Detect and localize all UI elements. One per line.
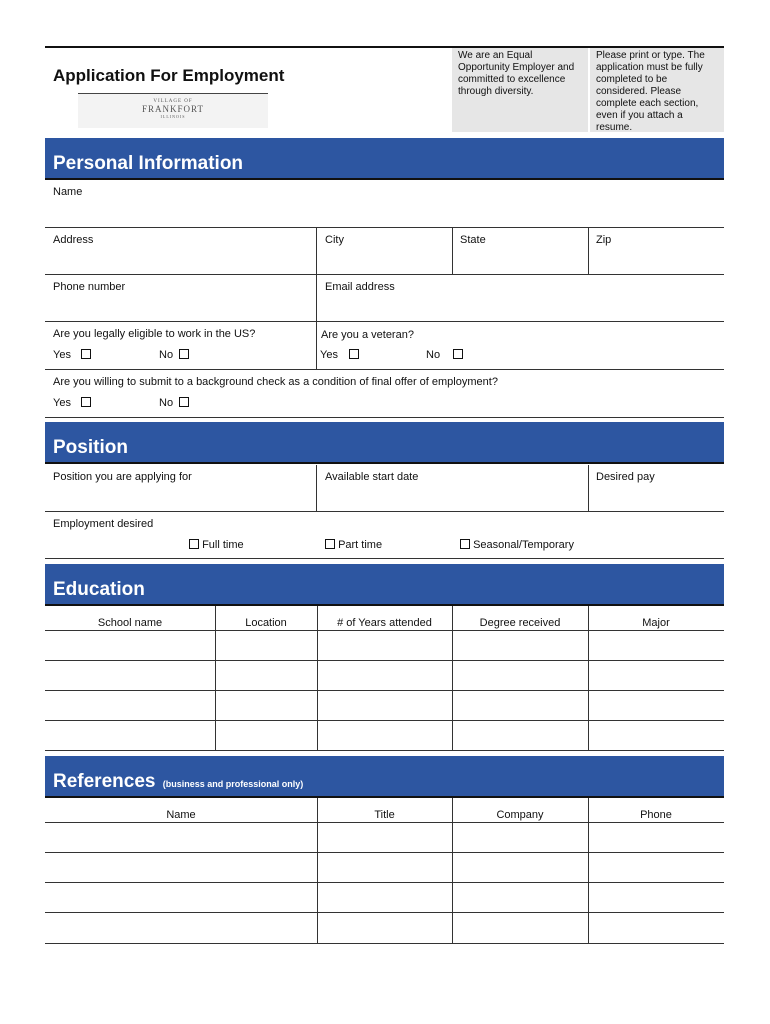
- seasonal-label: Seasonal/Temporary: [473, 539, 574, 551]
- email-input[interactable]: [320, 297, 720, 319]
- background-no: [159, 397, 189, 409]
- divider: [316, 275, 317, 321]
- logo-line-3: ILLINOIS: [160, 114, 186, 119]
- education-col-location: Location: [245, 617, 287, 629]
- position-applying-label: Position you are applying for: [53, 471, 192, 483]
- start-date-label: Available start date: [325, 471, 419, 483]
- instructions-note: Please print or type. The application must be fully completed to be considered. Please complete each section, even if you attach a resume.: [590, 48, 724, 132]
- table-row-rule: [45, 720, 724, 721]
- divider: [316, 322, 317, 369]
- logo-line-2: FRANKFORT: [142, 104, 204, 114]
- employment-desired-label: Employment desired: [53, 518, 154, 530]
- eligible-no: [159, 349, 189, 361]
- divider: [317, 798, 318, 943]
- rule: [45, 274, 724, 275]
- yes-label: Yes: [53, 349, 71, 361]
- rule: [45, 511, 724, 512]
- rule: [45, 417, 724, 418]
- veteran-no-checkbox[interactable]: [453, 349, 463, 359]
- state-input[interactable]: [456, 250, 584, 272]
- table-row-rule: [45, 630, 724, 631]
- part-time-checkbox[interactable]: [325, 539, 335, 549]
- veteran-no: [426, 349, 463, 361]
- references-header: [45, 756, 724, 798]
- phone-input[interactable]: [48, 297, 313, 319]
- table-row-rule: [45, 690, 724, 691]
- education-col-school: School name: [97, 617, 163, 629]
- divider: [588, 798, 589, 943]
- name-label: Name: [53, 186, 83, 198]
- table-row-rule: [45, 912, 724, 913]
- email-label: Email address: [325, 281, 395, 293]
- divider: [452, 228, 453, 274]
- divider: [316, 465, 317, 511]
- divider: [588, 606, 589, 751]
- background-question: Are you willing to submit to a background check as a condition of final offer of employment?: [53, 376, 498, 388]
- desired-pay-input[interactable]: [592, 487, 720, 509]
- table-row-rule: [45, 852, 724, 853]
- references-col-phone: Phone: [640, 809, 672, 821]
- address-input[interactable]: [48, 250, 313, 272]
- background-yes-checkbox[interactable]: [81, 397, 91, 407]
- yes-label: Yes: [320, 349, 338, 361]
- logo-line-1: VILLAGE OF: [153, 99, 193, 104]
- references-col-title: Title: [374, 809, 395, 821]
- rule: [45, 321, 724, 322]
- education-header: [45, 564, 724, 606]
- divider: [316, 228, 317, 274]
- name-input[interactable]: [48, 202, 720, 224]
- full-time-label: Full time: [202, 539, 244, 551]
- frankfort-logo: [78, 93, 268, 128]
- no-label: No: [159, 397, 174, 409]
- position-title: Position: [53, 437, 128, 458]
- references-col-name: Name: [166, 809, 196, 821]
- education-col-major: Major: [642, 617, 670, 629]
- divider: [317, 606, 318, 751]
- zip-input[interactable]: [592, 250, 720, 272]
- education-col-degree: Degree received: [479, 617, 561, 629]
- veteran-yes: [320, 349, 359, 361]
- rule: [45, 369, 724, 370]
- table-row-rule: [45, 882, 724, 883]
- references-col-company: Company: [496, 809, 544, 821]
- page-title: Application For Employment: [53, 66, 285, 85]
- table-row-rule: [45, 943, 724, 944]
- education-title: Education: [53, 579, 145, 600]
- part-time-label: Part time: [338, 539, 383, 551]
- eeo-note: We are an Equal Opportunity Employer and committed to excellence through diversity.: [452, 48, 588, 132]
- position-applying-input[interactable]: [48, 487, 313, 509]
- background-no-checkbox[interactable]: [179, 397, 189, 407]
- city-input[interactable]: [320, 250, 448, 272]
- no-label: No: [426, 349, 441, 361]
- divider: [588, 228, 589, 274]
- start-date-input[interactable]: [320, 487, 584, 509]
- eligible-no-checkbox[interactable]: [179, 349, 189, 359]
- references-subheading: (business and professional only): [162, 779, 304, 789]
- divider: [452, 798, 453, 943]
- table-row-rule: [45, 750, 724, 751]
- references-title: [53, 771, 303, 793]
- background-yes: [53, 397, 91, 409]
- eligible-yes: [53, 349, 91, 361]
- full-time-option: [189, 539, 244, 551]
- education-col-years: # of Years attended: [337, 617, 432, 629]
- part-time-option: [325, 539, 382, 551]
- personal-information-header: [45, 138, 724, 180]
- rule: [45, 227, 724, 228]
- yes-label: Yes: [53, 397, 71, 409]
- address-label: Address: [53, 234, 94, 246]
- personal-information-title: Personal Information: [53, 153, 244, 174]
- city-label: City: [325, 234, 344, 246]
- divider: [215, 606, 216, 751]
- position-header: [45, 422, 724, 464]
- zip-label: Zip: [596, 234, 612, 246]
- table-row-rule: [45, 822, 724, 823]
- references-heading: References: [53, 771, 156, 792]
- rule: [45, 558, 724, 559]
- divider: [452, 606, 453, 751]
- eligible-yes-checkbox[interactable]: [81, 349, 91, 359]
- eligible-question: Are you legally eligible to work in the US?: [53, 328, 256, 340]
- table-row-rule: [45, 660, 724, 661]
- seasonal-checkbox[interactable]: [460, 539, 470, 549]
- seasonal-option: [460, 539, 574, 551]
- veteran-yes-checkbox[interactable]: [349, 349, 359, 359]
- full-time-checkbox[interactable]: [189, 539, 199, 549]
- no-label: No: [159, 349, 174, 361]
- phone-label: Phone number: [53, 281, 126, 293]
- divider: [588, 465, 589, 511]
- desired-pay-label: Desired pay: [596, 471, 655, 483]
- state-label: State: [460, 234, 486, 246]
- veteran-question: Are you a veteran?: [321, 329, 414, 341]
